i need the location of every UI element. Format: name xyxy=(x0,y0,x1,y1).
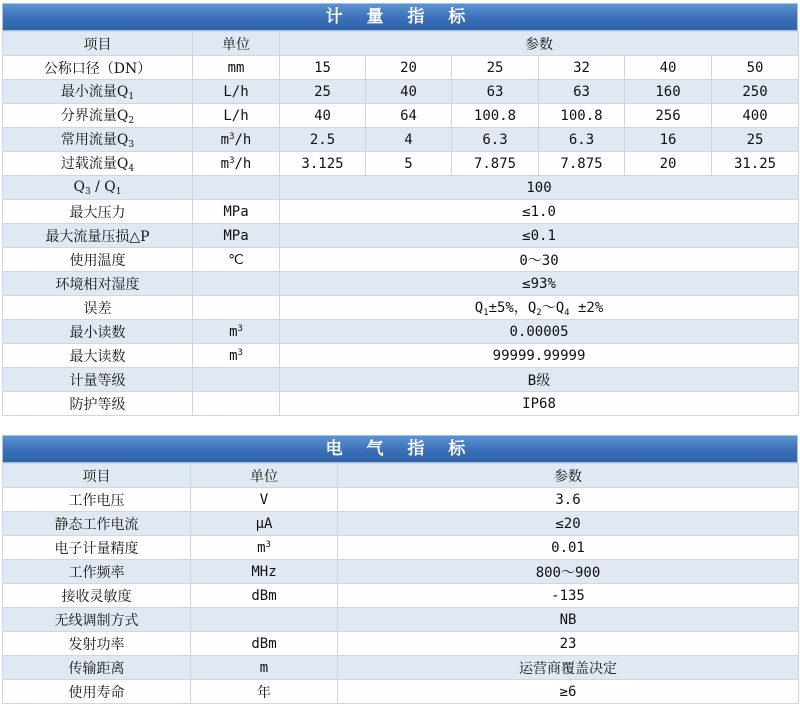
value-text: ≤1.0 xyxy=(522,203,556,220)
cell-item xyxy=(3,152,193,176)
value-text: ±5%，Q xyxy=(488,300,537,316)
value-text: -135 xyxy=(551,587,585,604)
cell-unit xyxy=(191,560,338,584)
cell-value: 3.125 xyxy=(280,152,366,176)
cell-value: 40 xyxy=(280,104,366,128)
cell-value: 7.875 xyxy=(539,152,625,176)
header-row xyxy=(3,32,799,56)
table-row xyxy=(3,584,799,608)
value-text: ～Q xyxy=(541,300,565,316)
table-row xyxy=(3,200,799,224)
cell-value: 400 xyxy=(712,104,799,128)
unit-text: m xyxy=(259,659,269,676)
header-item: 项目 xyxy=(3,32,193,56)
cell-value: 16 xyxy=(625,128,712,152)
cell-unit xyxy=(193,224,280,248)
table-row xyxy=(3,56,799,80)
cell-value: 160 xyxy=(625,80,712,104)
cell-value xyxy=(338,536,799,560)
value-text: ≤20 xyxy=(555,515,581,532)
table-row xyxy=(3,368,799,392)
value-text: 3.6 xyxy=(555,491,581,508)
cell-value xyxy=(280,320,799,344)
table-row xyxy=(3,224,799,248)
cell-value xyxy=(280,296,799,320)
item-text: 最大流量压损△P xyxy=(45,228,150,245)
unit-superscript: 3 xyxy=(237,323,243,334)
cell-value xyxy=(280,200,799,224)
item-text: 电子计量精度 xyxy=(54,540,139,557)
table-row xyxy=(3,296,799,320)
unit-text: MPa xyxy=(223,203,249,220)
cell-item xyxy=(3,536,191,560)
item-text: 防护等级 xyxy=(69,396,126,413)
cell-item xyxy=(3,608,191,632)
cell-unit xyxy=(191,488,338,512)
value-text: ±2% xyxy=(569,300,604,316)
cell-value xyxy=(280,248,799,272)
cell-unit xyxy=(193,320,280,344)
table-row xyxy=(3,392,799,416)
item-text: 工作频率 xyxy=(68,564,125,581)
table-row xyxy=(3,104,799,128)
unit-text: dBm xyxy=(251,587,277,604)
cell-value xyxy=(338,584,799,608)
table-row xyxy=(3,560,799,584)
value-text: B级 xyxy=(527,372,551,389)
value-subscript: 1 xyxy=(483,308,489,318)
cell-value: 40 xyxy=(625,56,712,80)
item-subscript: 2 xyxy=(128,116,135,126)
item-text: 最小读数 xyxy=(69,324,126,341)
table-row xyxy=(3,248,799,272)
cell-unit xyxy=(191,536,338,560)
cell-unit xyxy=(193,296,280,320)
header-item: 项目 xyxy=(3,464,191,488)
unit-text: m xyxy=(220,131,230,148)
cell-unit xyxy=(193,80,280,104)
value-subscript: 4 xyxy=(564,308,570,318)
cell-unit xyxy=(193,344,280,368)
item-text: 最大读数 xyxy=(69,348,126,365)
unit-text: MHz xyxy=(251,563,277,580)
value-text: ≤0.1 xyxy=(522,227,556,244)
cell-value: 256 xyxy=(625,104,712,128)
item-text: 接收灵敏度 xyxy=(61,588,132,605)
header-param: 参数 xyxy=(338,464,799,488)
cell-value xyxy=(280,368,799,392)
item-subscript: 1 xyxy=(115,186,122,197)
header-param: 参数 xyxy=(280,32,799,56)
unit-text: dBm xyxy=(251,635,277,652)
item-text: Q xyxy=(73,178,85,195)
cell-item xyxy=(3,56,193,80)
cell-value: 2.5 xyxy=(280,128,366,152)
cell-value xyxy=(338,632,799,656)
cell-item xyxy=(3,560,191,584)
cell-unit xyxy=(193,368,280,392)
value-text: 运营商覆盖决定 xyxy=(519,660,617,677)
cell-value: 63 xyxy=(539,80,625,104)
unit-text: ℃ xyxy=(228,251,244,268)
cell-value xyxy=(280,272,799,296)
table-row xyxy=(3,320,799,344)
cell-item xyxy=(3,632,191,656)
electrical-section xyxy=(2,435,798,704)
cell-value: 40 xyxy=(366,80,452,104)
table-row xyxy=(3,512,799,536)
item-subscript: 3 xyxy=(84,186,91,197)
cell-item xyxy=(3,104,193,128)
value-text: 23 xyxy=(559,635,577,652)
cell-value: 31.25 xyxy=(712,152,799,176)
cell-item xyxy=(3,488,191,512)
cell-unit xyxy=(193,200,280,224)
cell-value: 25 xyxy=(452,56,539,80)
cell-value: 15 xyxy=(280,56,366,80)
item-text: 误差 xyxy=(83,300,112,317)
unit-text: m xyxy=(220,155,230,172)
item-text: 使用寿命 xyxy=(68,684,125,701)
table-row xyxy=(3,632,799,656)
cell-value: 5 xyxy=(366,152,452,176)
table-row xyxy=(3,176,799,200)
item-subscript: 3 xyxy=(128,140,135,150)
unit-text: mm xyxy=(227,59,245,76)
unit-superscript: 3 xyxy=(229,131,235,142)
unit-tail: /h xyxy=(234,155,252,172)
cell-value xyxy=(280,224,799,248)
item-text: 常用流量Q xyxy=(60,132,129,148)
cell-unit xyxy=(193,56,280,80)
cell-value xyxy=(338,608,799,632)
header-row xyxy=(3,464,799,488)
cell-value xyxy=(338,656,799,680)
item-text: 最小流量Q xyxy=(60,84,129,100)
unit-text: L/h xyxy=(223,107,249,124)
cell-unit xyxy=(193,248,280,272)
unit-text: μA xyxy=(255,515,273,532)
table-row xyxy=(3,536,799,560)
metering-title: 计 量 指 标 xyxy=(2,3,798,31)
cell-item xyxy=(3,248,193,272)
cell-value xyxy=(338,512,799,536)
unit-tail: /h xyxy=(234,131,252,148)
table-row xyxy=(3,344,799,368)
cell-unit xyxy=(191,632,338,656)
cell-value xyxy=(280,344,799,368)
cell-value xyxy=(280,392,799,416)
cell-unit xyxy=(191,608,338,632)
item-text: 环境相对湿度 xyxy=(55,276,140,293)
item-text: 发射功率 xyxy=(68,636,125,653)
unit-superscript: 3 xyxy=(237,347,243,358)
cell-item xyxy=(3,200,193,224)
cell-unit xyxy=(193,176,280,200)
cell-value: 100.8 xyxy=(539,104,625,128)
table-row xyxy=(3,128,799,152)
cell-item xyxy=(3,80,193,104)
cell-unit xyxy=(193,104,280,128)
cell-value: 7.875 xyxy=(452,152,539,176)
cell-value: 250 xyxy=(712,80,799,104)
item-text: 过载流量Q xyxy=(60,156,129,172)
table-row xyxy=(3,680,799,704)
unit-superscript: 3 xyxy=(229,155,235,166)
cell-unit xyxy=(193,152,280,176)
cell-value: 100.8 xyxy=(452,104,539,128)
cell-value: 20 xyxy=(625,152,712,176)
unit-text: m xyxy=(257,539,266,556)
value-text: 100 xyxy=(526,179,552,196)
unit-text: V xyxy=(259,491,269,508)
electrical-title: 电 气 指 标 xyxy=(2,435,798,463)
table-row xyxy=(3,656,799,680)
item-text: 传输距离 xyxy=(68,660,125,677)
cell-value: 4 xyxy=(366,128,452,152)
cell-value xyxy=(338,560,799,584)
cell-unit xyxy=(193,128,280,152)
cell-item xyxy=(3,224,193,248)
cell-unit xyxy=(193,272,280,296)
cell-unit xyxy=(191,680,338,704)
cell-item xyxy=(3,368,193,392)
item-text: 静态工作电流 xyxy=(54,516,139,533)
item-text: 公称口径（DN） xyxy=(43,60,152,77)
cell-item xyxy=(3,296,193,320)
cell-unit xyxy=(191,512,338,536)
value-text: IP68 xyxy=(522,395,556,412)
item-subscript: 4 xyxy=(128,164,135,174)
item-text: 计量等级 xyxy=(69,372,126,389)
cell-unit xyxy=(191,584,338,608)
electrical-table xyxy=(2,463,799,704)
metering-section xyxy=(2,3,798,416)
value-text: 0.01 xyxy=(551,539,585,556)
cell-value: 64 xyxy=(366,104,452,128)
cell-value: 6.3 xyxy=(539,128,625,152)
unit-text: m xyxy=(229,323,238,340)
table-row xyxy=(3,608,799,632)
cell-item xyxy=(3,584,191,608)
item-text: 最大压力 xyxy=(69,204,126,221)
unit-superscript: 3 xyxy=(265,539,271,550)
item-text: 无线调制方式 xyxy=(54,612,139,629)
item-text: 工作电压 xyxy=(68,492,125,509)
unit-text: L/h xyxy=(223,83,249,100)
cell-item xyxy=(3,392,193,416)
table-row xyxy=(3,272,799,296)
cell-item xyxy=(3,272,193,296)
cell-value: 32 xyxy=(539,56,625,80)
value-text: ≤93% xyxy=(522,275,556,292)
cell-unit xyxy=(191,656,338,680)
value-subscript: 2 xyxy=(536,308,542,318)
cell-value xyxy=(338,680,799,704)
cell-value xyxy=(280,176,799,200)
value-text: 0.00005 xyxy=(509,323,569,340)
cell-unit xyxy=(193,392,280,416)
cell-value xyxy=(338,488,799,512)
header-unit: 单位 xyxy=(191,464,338,488)
cell-value: 6.3 xyxy=(452,128,539,152)
value-text: 800～900 xyxy=(535,564,601,581)
cell-value: 50 xyxy=(712,56,799,80)
cell-item xyxy=(3,344,193,368)
item-text: 分界流量Q xyxy=(60,108,129,124)
header-unit: 单位 xyxy=(193,32,280,56)
item-text: 使用温度 xyxy=(69,252,126,269)
unit-text: m xyxy=(229,347,238,364)
cell-item xyxy=(3,512,191,536)
metering-table xyxy=(2,31,799,416)
cell-item xyxy=(3,656,191,680)
value-text: ≥6 xyxy=(559,683,577,700)
cell-item xyxy=(3,128,193,152)
cell-item xyxy=(3,176,193,200)
value-text: Q xyxy=(474,300,484,316)
cell-value: 20 xyxy=(366,56,452,80)
unit-text: MPa xyxy=(223,227,249,244)
unit-text: 年 xyxy=(257,684,271,701)
value-text: NB xyxy=(559,611,577,628)
value-text: 0～30 xyxy=(519,252,559,269)
item-tail: / Q xyxy=(90,178,116,195)
table-row xyxy=(3,80,799,104)
value-text: 99999.99999 xyxy=(492,347,586,364)
cell-value: 63 xyxy=(452,80,539,104)
cell-item xyxy=(3,320,193,344)
cell-item xyxy=(3,680,191,704)
cell-value: 25 xyxy=(280,80,366,104)
table-row xyxy=(3,488,799,512)
cell-value: 25 xyxy=(712,128,799,152)
item-subscript: 1 xyxy=(128,92,135,102)
table-row xyxy=(3,152,799,176)
